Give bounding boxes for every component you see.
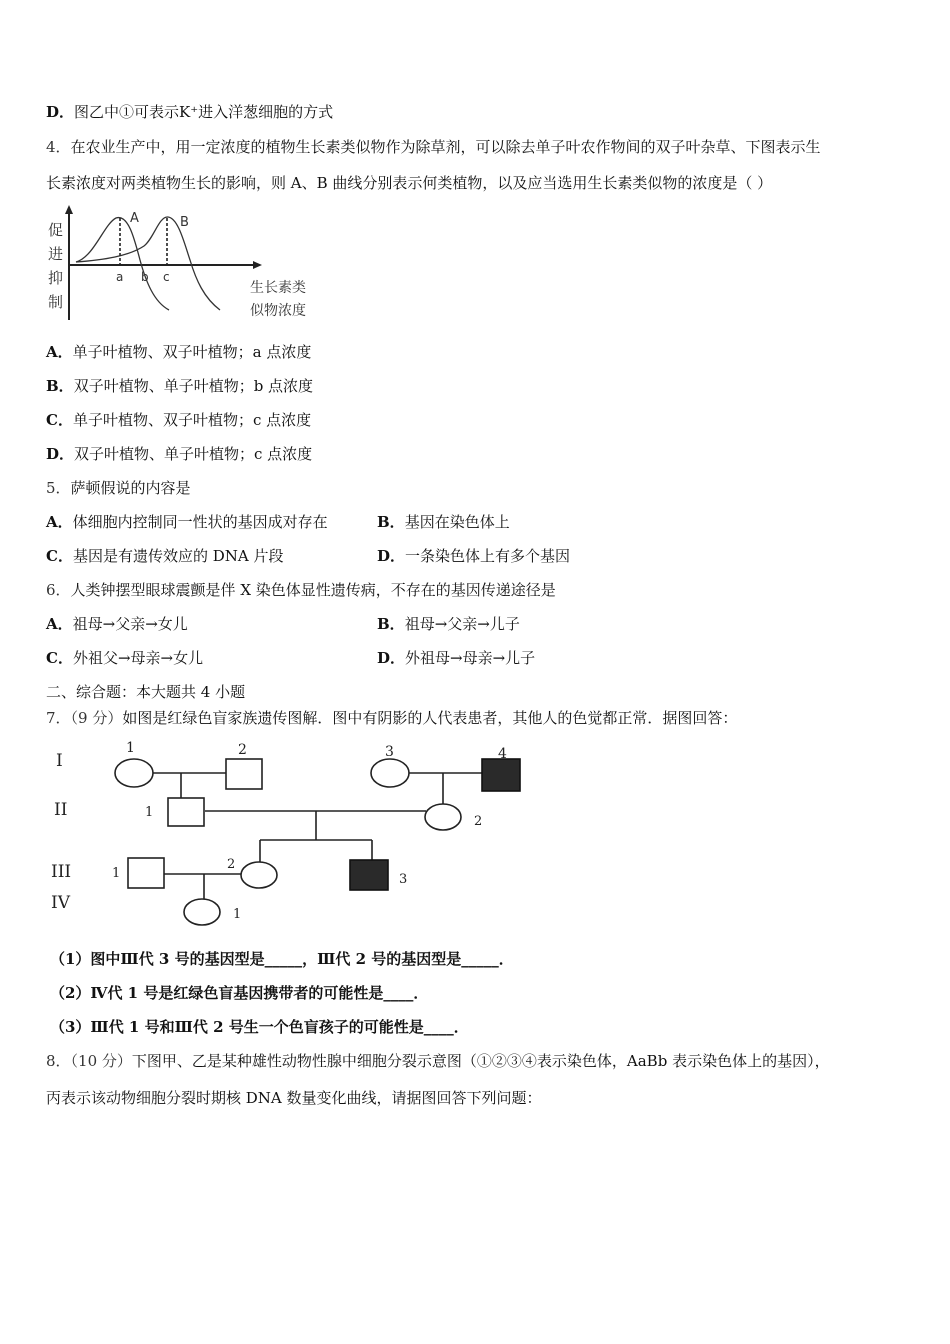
question-text: 如图是红绿色盲家族遗传图解．图中有阴影的人代表患者，其他人的色觉都正常．据图回答： <box>122 709 738 727</box>
q8-stem-line1 <box>46 1051 830 1071</box>
section-title <box>46 682 245 702</box>
q7-sub1 <box>50 949 514 969</box>
question-number: 7． <box>46 709 71 727</box>
gen1-id-2: 2 <box>238 742 247 758</box>
option-text: 图乙中①可表示K⁺进入洋葱细胞的方式 <box>74 103 334 121</box>
option-label: C． <box>46 649 73 667</box>
q6-option-d <box>377 648 535 668</box>
option-text: 双子叶植物、单子叶植物；c 点浓度 <box>74 445 313 463</box>
gen3-id-1: 1 <box>112 866 121 881</box>
q7-stem <box>46 708 737 728</box>
gen1-male-2 <box>226 759 262 789</box>
sub-question-text: （1）图中Ⅲ代 3 号的基因型是_____，Ⅲ代 2 号的基因型是_____． <box>50 950 514 968</box>
q7-sub3 <box>50 1017 469 1037</box>
x-point-b: b <box>141 270 149 284</box>
question-number: 4． <box>46 138 71 156</box>
q4-option-c <box>46 410 311 430</box>
option-text: 体细胞内控制同一性状的基因成对存在 <box>72 513 328 531</box>
option-label: A． <box>46 513 73 531</box>
gen1-id-3: 3 <box>385 744 394 760</box>
gen1-female-3 <box>371 759 409 787</box>
option-text: 一条染色体上有多个基因 <box>405 547 571 565</box>
auxin-graph-svg <box>44 202 334 324</box>
option-text: 单子叶植物、双子叶植物；c 点浓度 <box>72 411 312 429</box>
y-label-2: 进 <box>48 245 64 263</box>
sub-question-text: （3）Ⅲ代 1 号和Ⅲ代 2 号生一个色盲孩子的可能性是____． <box>50 1018 469 1036</box>
question-text: 丙表示该动物细胞分裂时期核 DNA 数量变化曲线，请据图回答下列问题： <box>46 1089 542 1107</box>
gen3-male-3-affected <box>350 860 388 890</box>
gen1-id-4: 4 <box>498 746 507 762</box>
q6-options-row2 <box>46 648 906 668</box>
gen1-female-1 <box>115 759 153 787</box>
option-label: B． <box>377 615 405 633</box>
gen3-id-2: 2 <box>227 857 236 872</box>
x-axis-label-2: 似物浓度 <box>250 303 306 319</box>
question-number: 6． <box>46 581 71 599</box>
y-label-1: 促 <box>48 221 64 239</box>
question-score: （9 分） <box>70 709 123 727</box>
question-text: 人类钟摆型眼球震颤是伴 X 染色体显性遗传病，不存在的基因传递途径是 <box>70 581 556 599</box>
x-point-c: c <box>163 270 170 284</box>
q5-stem <box>46 478 191 498</box>
question-text: 长素浓度对两类植物生长的影响，则 A、B 曲线分别表示何类植物，以及应当选用生长素类似物的浓度是（ ） <box>46 174 773 192</box>
x-point-a: a <box>116 270 124 284</box>
option-text: 基因是有遗传效应的 DNA 片段 <box>72 547 284 565</box>
section-title-text: 二、综合题：本大题共 4 小题 <box>46 683 246 701</box>
gen3-male-1 <box>128 858 164 888</box>
gen1-male-4-affected <box>482 759 520 791</box>
x-axis-label-1: 生长素类 <box>250 280 306 296</box>
option-text: 外祖父→母亲→女儿 <box>72 649 204 667</box>
option-label: D． <box>46 445 75 463</box>
q5-option-b <box>377 512 510 532</box>
question-score: （10 分） <box>70 1052 132 1070</box>
option-text: 单子叶植物、双子叶植物；a 点浓度 <box>72 343 312 361</box>
option-label: B． <box>46 377 74 395</box>
question-number: 8． <box>46 1052 71 1070</box>
curve-label-a: A <box>130 211 139 226</box>
sub-question-text: （2）Ⅳ代 1 号是红绿色盲基因携带者的可能性是____． <box>50 984 429 1002</box>
q5-option-c <box>46 547 283 565</box>
option-label: A． <box>46 343 73 361</box>
gen-label-2: II <box>54 800 68 820</box>
gen-label-4: IV <box>51 893 70 913</box>
option-text: 基因在染色体上 <box>404 513 510 531</box>
curve-label-b: B <box>180 215 189 230</box>
option-label: D． <box>46 103 75 121</box>
option-text: 双子叶植物、单子叶植物；b 点浓度 <box>73 377 314 395</box>
option-label: D． <box>377 649 406 667</box>
y-label-3: 抑 <box>48 269 64 287</box>
x-axis-arrow <box>253 261 262 269</box>
y-label-4: 制 <box>48 293 64 311</box>
question-text: 萨顿假说的内容是 <box>70 479 191 497</box>
option-label: D． <box>377 547 406 565</box>
gen-label-1: I <box>56 751 63 771</box>
q4-option-a <box>46 342 311 362</box>
y-axis-arrow <box>65 205 73 214</box>
q4-option-b <box>46 376 313 396</box>
question-text: 在农业生产中，用一定浓度的植物生长素类似物作为除草剂，可以除去单子叶农作物间的双子叶杂草、下图表示生 <box>70 138 821 156</box>
q4-stem-line1 <box>46 137 821 157</box>
q4-option-d <box>46 444 312 464</box>
q6-options-row1 <box>46 614 906 634</box>
gen2-id-2: 2 <box>474 814 483 829</box>
q5-option-d <box>377 546 570 566</box>
gen2-id-1: 1 <box>145 805 154 820</box>
gen-label-3: III <box>51 862 72 882</box>
option-text: 祖母→父亲→儿子 <box>404 615 520 633</box>
q6-stem <box>46 580 556 600</box>
auxin-response-graph <box>44 202 334 324</box>
question-number: 5． <box>46 479 71 497</box>
gen1-id-1: 1 <box>126 740 135 756</box>
question-text: 下图甲、乙是某种雄性动物性腺中细胞分裂示意图（①②③④表示染色体，AaBb 表示染色体上的基因）， <box>131 1052 830 1070</box>
curve-b <box>76 217 220 310</box>
q4-stem-line2 <box>46 173 772 193</box>
option-label: C． <box>46 547 73 565</box>
gen2-male-1 <box>168 798 204 826</box>
gen3-id-3: 3 <box>399 872 408 887</box>
q6-option-b <box>377 614 520 634</box>
q5-options-row1 <box>46 512 906 532</box>
q7-sub2 <box>50 983 428 1003</box>
q5-option-a <box>46 513 328 531</box>
pedigree-chart <box>46 736 546 936</box>
q6-option-a <box>46 615 188 633</box>
gen4-female-1 <box>184 899 220 925</box>
q3-option-d <box>46 102 333 122</box>
option-label: A． <box>46 615 73 633</box>
option-text: 外祖母→母亲→儿子 <box>405 649 536 667</box>
pedigree-svg <box>46 736 546 936</box>
q5-options-row2 <box>46 546 906 566</box>
option-text: 祖母→父亲→女儿 <box>72 615 188 633</box>
option-label: C． <box>46 411 73 429</box>
gen4-id-1: 1 <box>233 907 242 922</box>
gen3-female-2 <box>241 862 277 888</box>
q8-stem-line2 <box>46 1088 542 1108</box>
q6-option-c <box>46 649 203 667</box>
gen2-female-2 <box>425 804 461 830</box>
option-label: B． <box>377 513 405 531</box>
